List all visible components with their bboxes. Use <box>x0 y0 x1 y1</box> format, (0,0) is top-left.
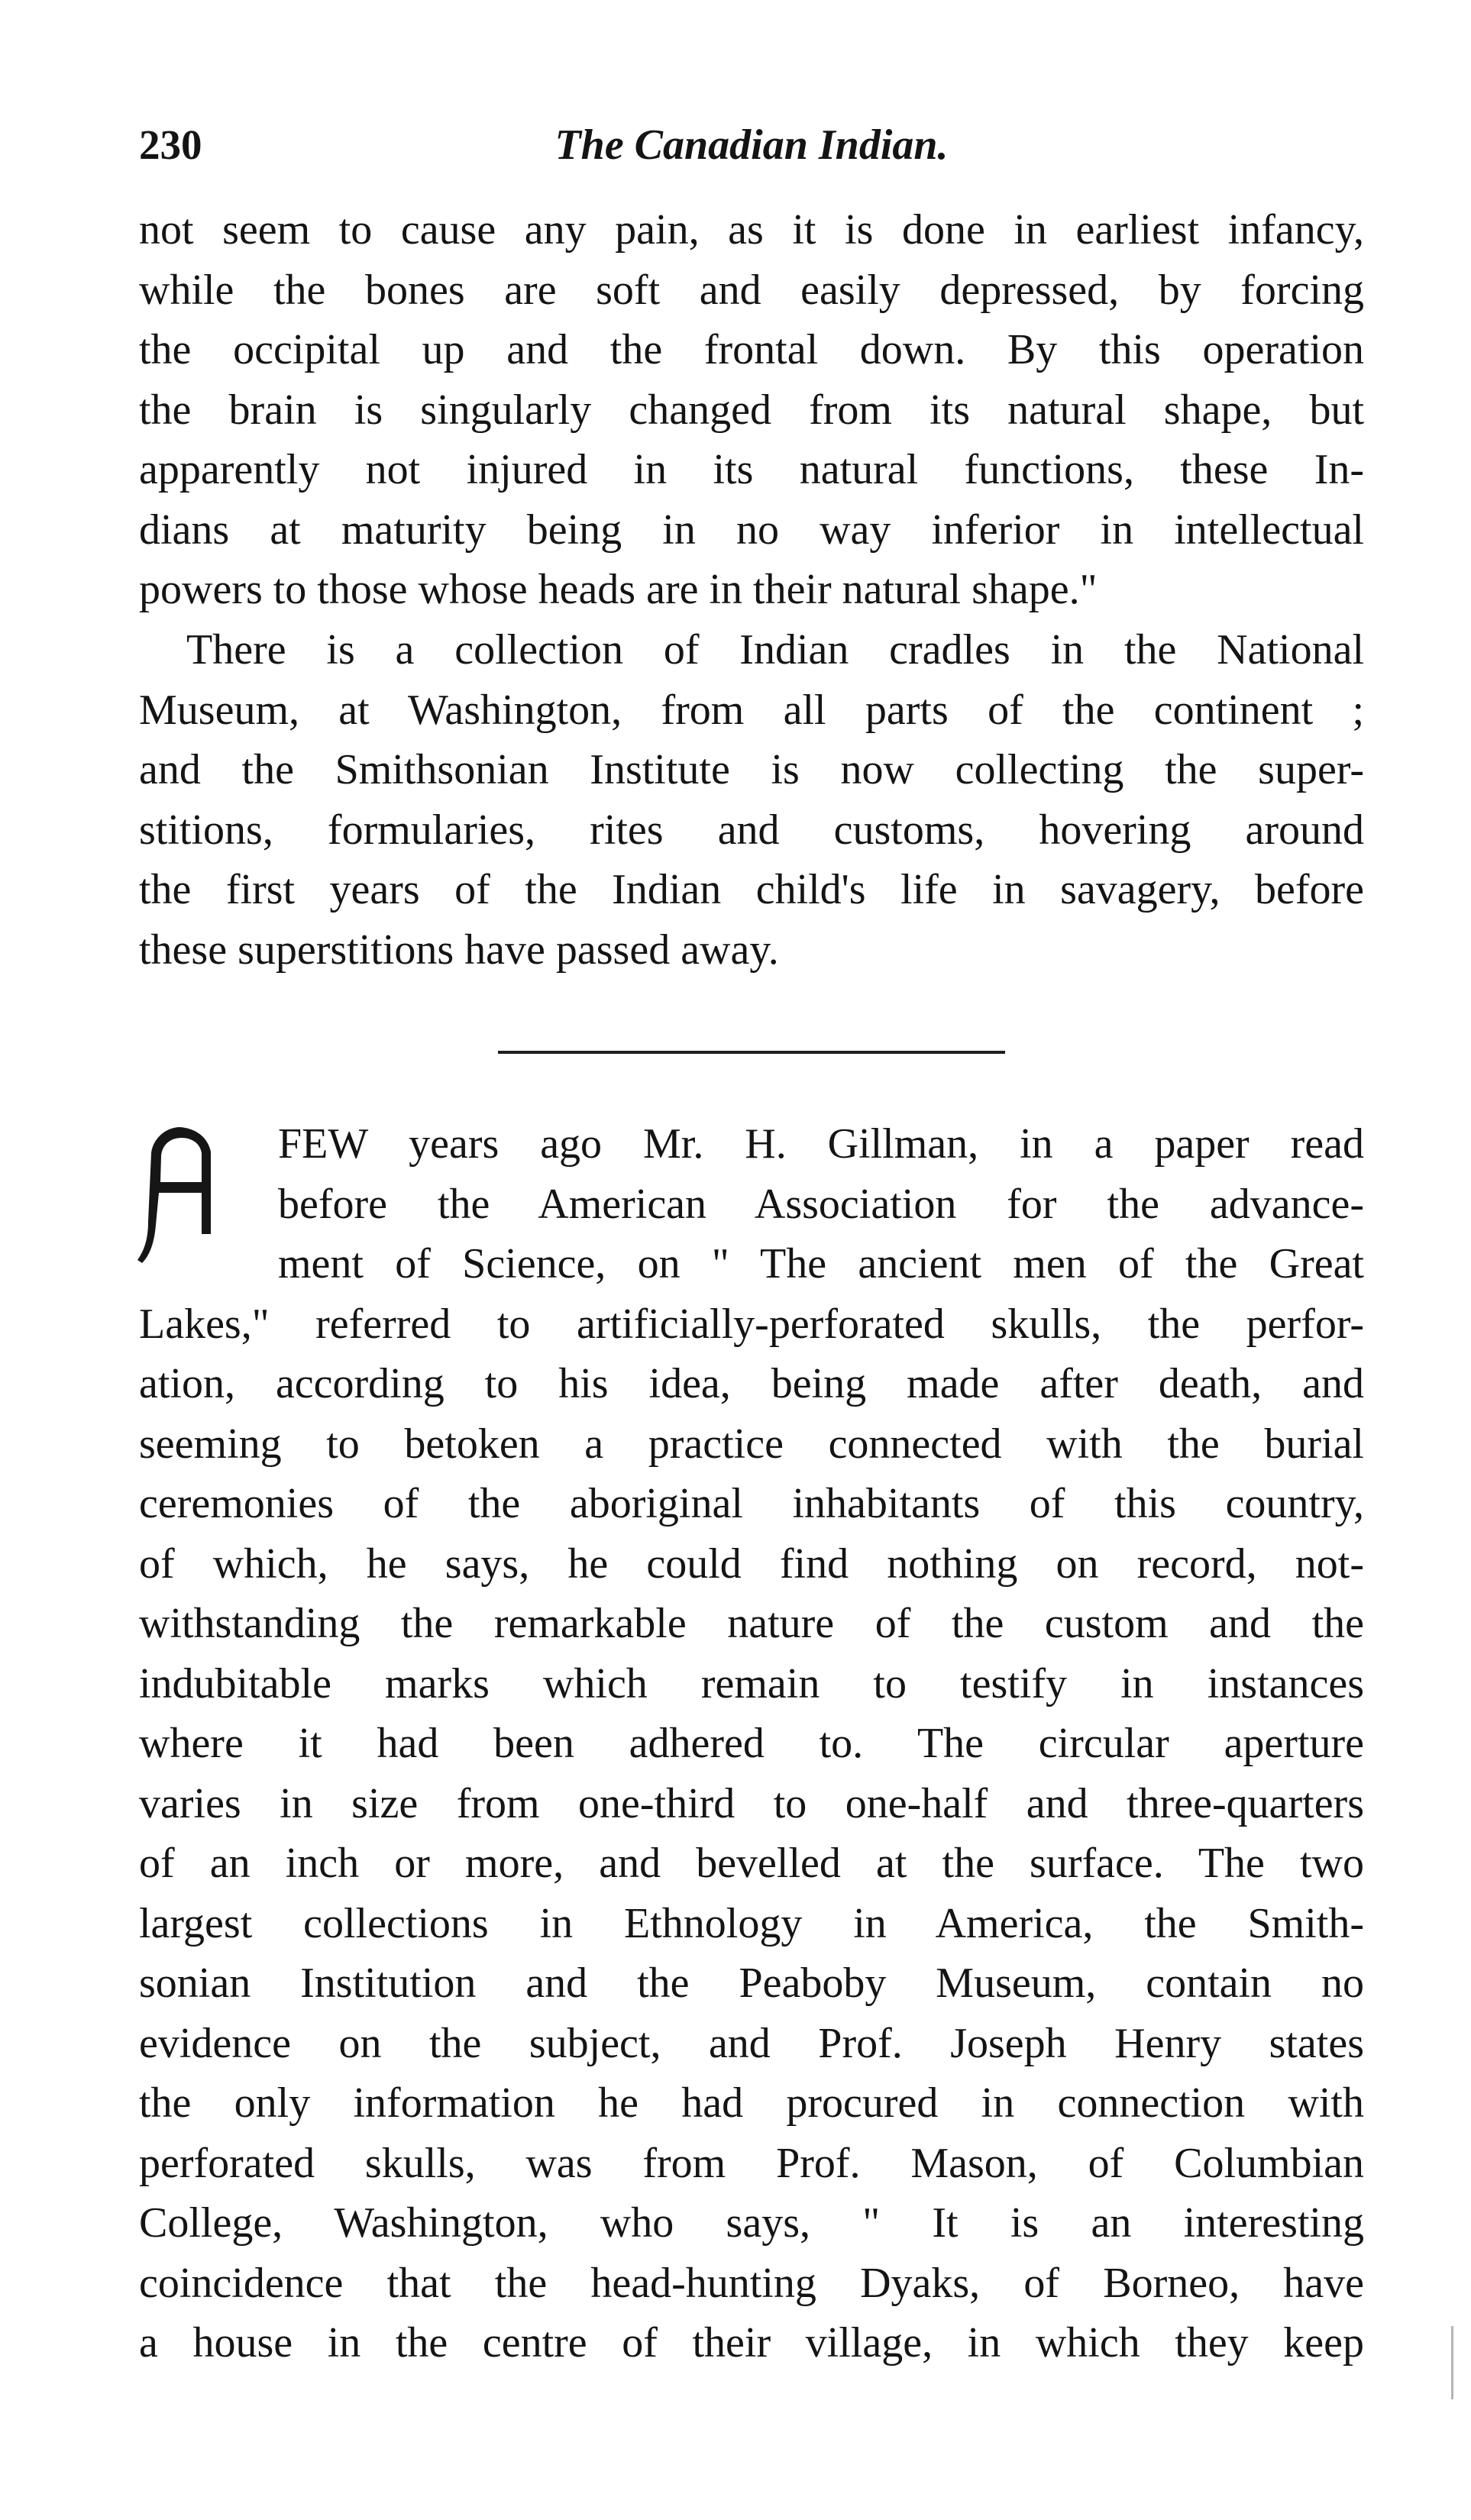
text-line: of an inch or more, and bevelled at the surface. The two <box>139 1840 1364 1887</box>
text-line: before the American Association for the advance- <box>278 1180 1364 1228</box>
text-line: the occipital up and the frontal down. By this operation <box>139 326 1364 373</box>
page-header <box>139 115 1364 176</box>
text-line: of which, he says, he could find nothing on record, not- <box>139 1539 1364 1588</box>
text-line: a house in the centre of their village, in which they keep <box>139 2319 1364 2367</box>
text-line: dians at maturity being in no way inferior in intellectual <box>139 506 1364 554</box>
section-divider <box>498 1051 1005 1054</box>
text-line: Museum, at Washington, from all parts of the continent ; <box>139 686 1364 734</box>
running-title: The Canadian Indian. <box>554 121 949 169</box>
text-line: FEW years ago Mr. H. Gillman, in a paper read <box>278 1120 1364 1168</box>
text-line: ment of Science, on " The ancient men of the Great <box>278 1240 1364 1287</box>
text-line: the first years of the Indian child's life in savagery, before <box>139 866 1364 913</box>
text-line: while the bones are soft and easily depressed, by forcing <box>139 266 1364 314</box>
text-line: these superstitions have passed away. <box>139 926 779 974</box>
text-line: stitions, formularies, rites and customs, hovering around <box>139 806 1364 854</box>
text-line: apparently not injured in its natural functions, these In- <box>139 446 1364 493</box>
text-line: withstanding the remarkable nature of the custom and the <box>139 1600 1364 1647</box>
text-line: coincidence that the head-hunting Dyaks, of Borneo, have <box>139 2259 1364 2307</box>
paragraph-cradles <box>139 620 1364 980</box>
text-line: indubitable marks which remain to testify in instances <box>139 1659 1364 1707</box>
text-line: powers to those whose heads are in their natural shape." <box>139 566 1098 613</box>
text-line: where it had been adhered to. The circular aperture <box>139 1720 1364 1767</box>
text-line: varies in size from one-third to one-half and three-quarters <box>139 1779 1364 1827</box>
text-line: ation, according to his idea, being made after death, and <box>139 1360 1364 1407</box>
page-edge-mark <box>1451 2326 1453 2399</box>
text-line: the only information he had procured in connection with <box>139 2079 1364 2127</box>
text-line: seeming to betoken a practice connected with the burial <box>139 1420 1364 1468</box>
text-line: There is a collection of Indian cradles in the National <box>186 626 1364 674</box>
page-number: 230 <box>139 121 202 168</box>
text-line: perforated skulls, was from Prof. Mason, of Columbian <box>139 2139 1364 2187</box>
paragraph-continuation <box>139 200 1364 620</box>
text-line: the brain is singularly changed from its natural shape, but <box>139 386 1364 434</box>
text-line: not seem to cause any pain, as it is done in earliest infancy, <box>139 206 1364 254</box>
text-line: largest collections in Ethnology in America, the Smith- <box>139 1899 1364 1947</box>
text-line: ceremonies of the aboriginal inhabitants of this country, <box>139 1480 1364 1527</box>
text-line: evidence on the subject, and Prof. Joseph Henry states <box>139 2019 1364 2067</box>
text-line: Lakes," referred to artificially-perforated skulls, the perfor- <box>139 1300 1364 1348</box>
text-line: College, Washington, who says, " It is an interesting <box>139 2199 1364 2247</box>
text-line: and the Smithsonian Institute is now collecting the super- <box>139 746 1364 793</box>
text-line: sonian Institution and the Peaboby Museum, contain no <box>139 1959 1364 2007</box>
paragraph-perforated-skulls <box>139 1114 1364 2373</box>
